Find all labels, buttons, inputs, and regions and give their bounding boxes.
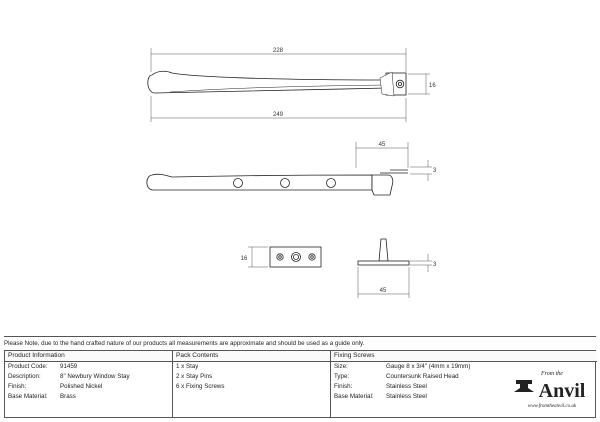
- anvil-icon: [514, 380, 534, 392]
- anvil-logo: [512, 366, 592, 412]
- product-row: Product Code: 91459: [8, 363, 78, 370]
- dim-16-top: [408, 74, 430, 94]
- product-row: Description: 8" Newbury Window Stay: [8, 373, 130, 380]
- dim-45-side-label: 45: [378, 142, 386, 148]
- product-row: Finish: Polished Nickel: [8, 383, 103, 390]
- dim-3-pin: [410, 254, 432, 272]
- fixing-screws-heading: Fixing Screws: [331, 351, 597, 362]
- screw-row: Base Material: Stainless Steel: [334, 393, 427, 400]
- pack-contents-heading: Pack Contents: [173, 351, 330, 362]
- dim-3-side-label: 3: [433, 168, 437, 174]
- logo-name: Anvil: [538, 380, 586, 402]
- dim-16-plate-label: 16: [240, 256, 248, 262]
- logo-tagline: From the: [541, 371, 563, 377]
- screw-row: Type: Countersunk Raised Head: [334, 373, 459, 380]
- product-information-column: [5, 351, 173, 417]
- product-row: Base Material: Brass: [8, 393, 76, 400]
- stay-top-view: [148, 71, 406, 96]
- dim-228-label: 228: [272, 48, 284, 54]
- logo-url: www.fromtheanvil.co.uk: [527, 404, 577, 409]
- screw-row: Size: Gauge 8 x 3/4" (4mm x 19mm): [334, 363, 471, 370]
- dim-3-side: [410, 160, 432, 181]
- pin-plate: [270, 247, 321, 267]
- product-information-heading: Product Information: [5, 351, 172, 362]
- dim-249-label: 249: [272, 112, 284, 118]
- dim-45-pin-label: 45: [379, 288, 387, 294]
- spec-table: [4, 350, 596, 418]
- measurement-note: Please Note, due to the hand crafted nature of our products all measurements are approximate and should be used as a guide only.: [4, 336, 596, 351]
- dim-16-plate: [248, 247, 268, 267]
- pack-contents-column: [173, 351, 331, 417]
- dim-249: [151, 96, 406, 122]
- pack-item: 1 x Stay: [176, 363, 199, 370]
- pack-item: 2 x Stay Pins: [176, 373, 213, 380]
- screw-row: Finish: Stainless Steel: [334, 383, 427, 390]
- pack-item: 6 x Fixing Screws: [176, 383, 225, 390]
- dim-16-top-label: 16: [429, 83, 436, 89]
- dim-3-pin-label: 3: [433, 262, 437, 268]
- stay-side-view: [147, 170, 408, 195]
- stay-pin: [358, 239, 409, 265]
